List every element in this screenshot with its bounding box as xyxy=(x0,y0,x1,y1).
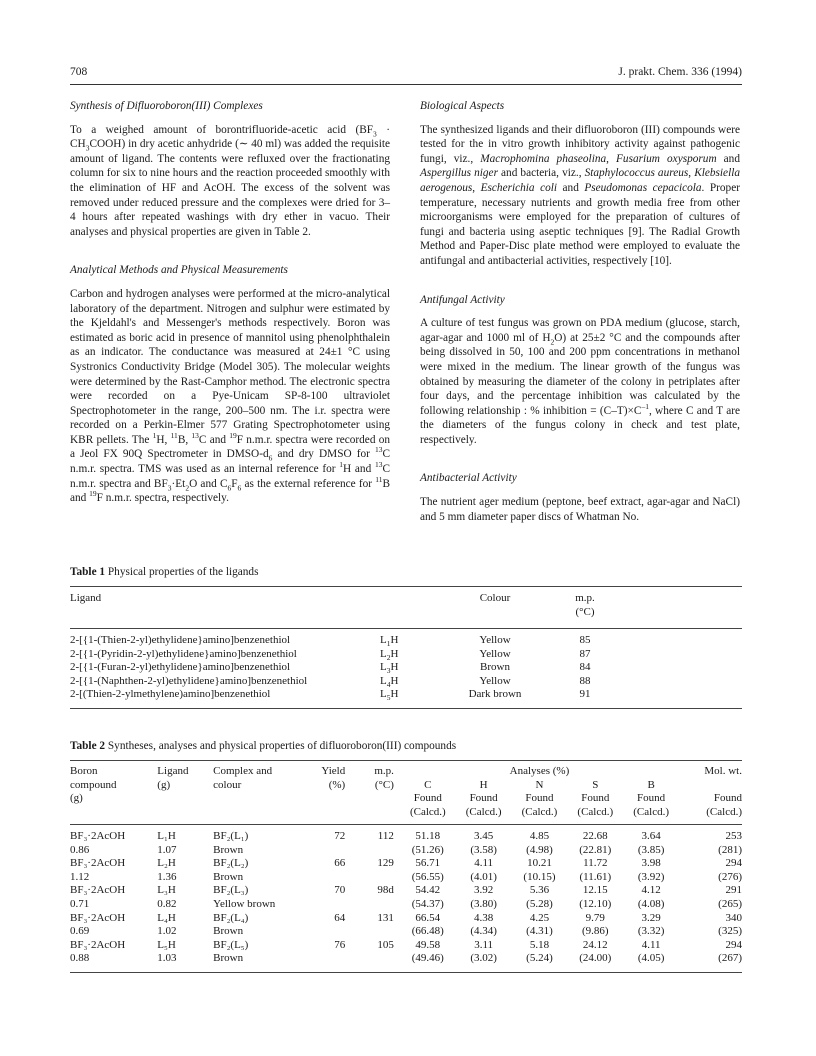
section-title-antibacterial: Antibacterial Activity xyxy=(420,472,517,485)
paragraph-synthesis: To a weighed amount of borontrifluoride-acetic acid ($BF_3$ · $CH_3COOH$) in dry acetic anhydride (∼ 40 ml) was added the requisite amount of ligand. The contents were refluxed over the fractionating column for six to nine hours and the reaction proceeded smoothly with the elimination of HF and AcOH. The excess of the solvent was removed under reduced pressure and the complexes were dried for 3–4 hours after repeated washings with dry ether in vacuo. Their analyses and physical properties are given in Table 2. xyxy=(70,123,390,238)
running-header xyxy=(70,66,742,84)
ligand-code: $L_2H$ xyxy=(380,647,399,662)
mp-value: 131 xyxy=(377,911,394,924)
ligand-mass: 1.03 xyxy=(157,952,177,965)
mol-wt-calcd: (281) xyxy=(718,843,742,856)
complex-colour: Yellow brown xyxy=(213,897,276,910)
boron-mass: 0.86 xyxy=(70,843,90,856)
ligand-code: L₃H xyxy=(157,884,176,897)
table1-body xyxy=(70,634,742,702)
calcd-value: (3.92) xyxy=(637,870,665,883)
table1-header-rule xyxy=(70,628,742,629)
yield-value: 72 xyxy=(334,830,346,842)
table1-top-rule xyxy=(70,586,742,587)
table-row xyxy=(70,912,742,926)
calcd-value: (4.05) xyxy=(637,952,665,965)
ligand-code: $L_5H$ xyxy=(380,688,399,703)
calcd-value: (5.24) xyxy=(526,952,553,965)
ligand-mp: 88 xyxy=(579,674,591,687)
calcd-value: (3.80) xyxy=(470,897,497,910)
calcd-value: (4.31) xyxy=(526,925,553,938)
found-value: 3.98 xyxy=(641,857,661,870)
table1: Ligand Colour m.p. (°C) xyxy=(70,592,742,619)
boron-compound: BF₃·2AcOH xyxy=(70,938,126,951)
left-column xyxy=(70,93,390,518)
ligand-name: 2-[{1-(Furan-2-yl)ethylidene}amino]benzenethiol xyxy=(70,661,291,674)
table-row xyxy=(70,884,742,898)
ligand-mp: 91 xyxy=(579,688,591,701)
table-row xyxy=(70,844,742,858)
section-title-synthesis: Synthesis of Difluoroboron(III) Complexes xyxy=(70,100,263,112)
yield-value: 76 xyxy=(334,938,346,951)
paragraph-analytical: Carbon and hydrogen analyses were performed at the micro-analytical laboratory of the department. Nitrogen and sulphur were estimated by the Kjeldahl's and Messenger's methods respectively. Boron was estimated as boric acid in presence of mannitol using phenolphthalein as an indicator. The conductance was measured at 24±1 °C using Systronics Conductivity Bridge (Model 305). The molecular weights were determined by the Rast-Camphor method. The electronic spectra were recorded on a Pye-Unicam SP-8-100 ultraviolet Spectrophotometer in the range, 200–500 nm. The i.r. spectra were recorded on a Perkin-Elmer 577 Grating Spectrophotometer using KBR pellets. The $^1$H, $^{11}$B, $^{13}$C and $^{19}$F n.m.r. spectra were recorded on a Jeol FX 90Q Spectrometer in DMSO-$d_6$ and dry DMSO for $^{13}$C n.m.r. spectra. TMS was used as an internal reference for $^1$H and $^{13}$C n.m.r. spectra and $BF_3\cdot Et_2O$ and $C_6F_6$ as the external reference for $^{11}$B and $^{19}$F n.m.r. spectra, respectively. xyxy=(70,287,391,505)
table2-header: Boron Ligand Complex and Yield m.p. Analyses (%) Mol. wt. compound (g) colour (%) (°C) C H N S B (g) Found Found Found Found Found Found (Calcd.) (Calcd.) (Calcd.) (Calcd.) (Calcd.) (Calcd.) xyxy=(70,765,742,818)
calcd-value: (24.00) xyxy=(579,952,612,965)
table-row xyxy=(70,648,742,662)
yield-value: 64 xyxy=(334,911,346,924)
mol-wt-found: 340 xyxy=(725,911,742,924)
found-value: 3.11 xyxy=(474,938,494,951)
section-title-analytical: Analytical Methods and Physical Measurements xyxy=(70,264,288,277)
found-value: 10.21 xyxy=(527,857,552,870)
ligand-name: 2-[{1-(Pyridin-2-yl)ethylidene}amino]benzenethiol xyxy=(70,647,297,660)
ligand-code: $L_1H$ xyxy=(380,634,399,649)
ligand-code: $L_4H$ xyxy=(380,674,399,689)
ligand-colour: Yellow xyxy=(479,647,511,660)
found-value: 56.71 xyxy=(415,857,441,870)
calcd-value: (4.08) xyxy=(637,897,665,910)
yield-value: 70 xyxy=(334,884,346,897)
calcd-value: (9.86) xyxy=(582,925,609,938)
ligand-name: 2-[(Thien-2-ylmethylene)amino]benzenethiol xyxy=(70,688,271,701)
found-value: 4.11 xyxy=(641,938,661,951)
boron-mass: 1.12 xyxy=(70,870,90,883)
table-row xyxy=(70,925,742,939)
calcd-value: (3.85) xyxy=(637,843,665,856)
ligand-colour: Yellow xyxy=(479,674,511,687)
ligand-colour: Brown xyxy=(480,661,510,674)
ligand-code: L₂H xyxy=(157,857,176,870)
complex-colour: Brown xyxy=(213,952,244,965)
found-value: 3.45 xyxy=(474,830,494,842)
ligand-mass: 0.82 xyxy=(157,897,177,910)
mol-wt-calcd: (325) xyxy=(718,925,742,938)
table-row xyxy=(70,952,742,966)
mol-wt-found: 294 xyxy=(725,857,742,870)
mp-value: 105 xyxy=(377,938,394,951)
found-value: 3.64 xyxy=(641,830,661,842)
table1-caption: Table 1 Physical properties of the ligands xyxy=(70,566,259,578)
found-value: 4.11 xyxy=(474,857,494,870)
calcd-value: (4.01) xyxy=(470,870,497,883)
ligand-name: 2-[{1-(Thien-2-yl)ethylidene}amino]benzenethiol xyxy=(70,634,291,646)
calcd-value: (54.37) xyxy=(411,897,444,910)
ligand-mass: 1.36 xyxy=(157,870,177,883)
table2-body xyxy=(70,830,742,966)
table1-header: Ligand Colour m.p. xyxy=(70,592,595,604)
found-value: 4.85 xyxy=(529,830,550,842)
found-value: 3.92 xyxy=(474,884,494,897)
page-number: 708 xyxy=(70,66,88,78)
calcd-value: (3.02) xyxy=(470,952,497,965)
mol-wt-calcd: (267) xyxy=(718,952,742,965)
ligand-code: L₁H xyxy=(157,830,176,842)
complex-colour: Brown xyxy=(213,843,244,856)
table2-caption: Table 2 Syntheses, analyses and physical properties of difluoroboron(III) compounds xyxy=(70,740,457,752)
boron-mass: 0.88 xyxy=(70,952,90,965)
table-row xyxy=(70,871,742,885)
ligand-colour: Dark brown xyxy=(468,688,522,701)
boron-compound: BF₃·2AcOH xyxy=(70,911,126,924)
header-rule xyxy=(70,84,742,85)
table-row xyxy=(70,634,742,648)
complex-colour: Brown xyxy=(213,925,244,938)
mol-wt-found: 253 xyxy=(725,830,742,842)
yield-value: 66 xyxy=(334,857,346,870)
complex-formula: BF₂(L₄) xyxy=(213,911,249,924)
table-row xyxy=(70,661,742,675)
boron-compound: BF₃·2AcOH xyxy=(70,830,126,842)
calcd-value: (56.55) xyxy=(411,870,444,883)
found-value: 51.18 xyxy=(415,830,441,842)
table2-header-rule xyxy=(70,824,742,825)
calcd-value: (49.46) xyxy=(411,952,444,965)
calcd-value: (12.10) xyxy=(579,897,612,910)
found-value: 66.54 xyxy=(415,911,441,924)
ligand-name: 2-[{1-(Naphthen-2-yl)ethylidene}amino]benzenethiol xyxy=(70,674,308,687)
paragraph-biological: The synthesized ligands and their difluoroboron (III) compounds were tested for the in vitro growth inhibitory activity against pathogenic fungi, viz., Macrophomina phaseolina, Fusarium oxysporum and Aspergillus niger and bacteria, viz., Staphylococcus aureus, Klebsiella aerogenous, Escherichia coli and Pseudomonas cepacicola. Proper temperature, necessary nutrients and growth media free from other microorganisms were employed for the preparation of cultures of fungi and bacteria using aseptic techniques [9]. The Radial Growth Method and Paper-Disc plate method were employed to evaluate the antifungal and antibacterial activities, respectively [10]. xyxy=(420,123,740,267)
found-value: 22.68 xyxy=(582,830,608,842)
calcd-value: (3.58) xyxy=(470,843,497,856)
ligand-code: $L_3H$ xyxy=(380,661,399,676)
mol-wt-calcd: (265) xyxy=(718,897,742,910)
mp-value: 129 xyxy=(377,857,394,870)
boron-mass: 0.71 xyxy=(70,897,90,910)
table2-top-rule xyxy=(70,760,742,761)
ligand-mp: 84 xyxy=(579,661,591,674)
complex-formula: BF₂(L₃) xyxy=(213,884,249,897)
calcd-value: (10.15) xyxy=(523,870,556,883)
calcd-value: (22.81) xyxy=(579,843,612,856)
boron-compound: BF₃·2AcOH xyxy=(70,884,126,897)
found-value: 24.12 xyxy=(582,938,608,951)
found-value: 49.58 xyxy=(415,938,441,951)
mol-wt-found: 294 xyxy=(725,938,742,951)
ligand-mass: 1.02 xyxy=(157,925,177,938)
section-title-antifungal: Antifungal Activity xyxy=(420,293,505,306)
found-value: 5.36 xyxy=(529,884,550,897)
calcd-value: (66.48) xyxy=(411,925,444,938)
journal-citation: J. prakt. Chem. 336 (1994) xyxy=(618,66,742,78)
found-value: 54.42 xyxy=(415,884,441,897)
found-value: 4.25 xyxy=(529,911,550,924)
table-row xyxy=(70,898,742,912)
ligand-code: L₅H xyxy=(157,938,176,951)
paragraph-antifungal: A culture of test fungus was grown on PDA medium (glucose, starch, agar-agar and 1000 ml of $H_2O$) at 25±2 °C and the compounds after being dissolved in 50, 100 and 200 ppm concentrations in methanol were mixed in the medium. The linear growth of the fungus was obtained by measuring the diameter of the colony in petriplates after four days, and the percentage inhibition was calculated by the following relationship : % inhibition = $(C-T)\times C^{-1}$, where C and T are the diameters of the fungus colony in check and test plate, respectively. xyxy=(420,317,740,446)
boron-compound: BF₃·2AcOH xyxy=(70,857,126,870)
section-title-biological: Biological Aspects xyxy=(420,100,505,112)
complex-colour: Brown xyxy=(213,870,244,883)
paragraph-antibacterial: The nutrient ager medium (peptone, beef extract, agar-agar and NaCl) and 5 mm diameter paper discs of Whatman No. xyxy=(420,496,740,523)
ligand-colour: Yellow xyxy=(479,634,511,646)
calcd-value: (11.61) xyxy=(579,870,612,883)
mol-wt-found: 291 xyxy=(725,884,742,897)
table-row xyxy=(70,830,742,844)
found-value: 12.15 xyxy=(582,884,608,897)
complex-formula: BF₂(L₁) xyxy=(213,830,249,842)
complex-formula: BF₂(L₅) xyxy=(213,938,249,951)
mol-wt-calcd: (276) xyxy=(718,870,742,883)
table1-bottom-rule xyxy=(70,708,742,709)
found-value: 5.18 xyxy=(529,938,550,951)
ligand-mass: 1.07 xyxy=(157,843,177,856)
ligand-code: L₄H xyxy=(157,911,176,924)
calcd-value: (5.28) xyxy=(526,897,553,910)
found-value: 3.29 xyxy=(641,911,661,924)
found-value: 9.79 xyxy=(585,911,605,924)
ligand-mp: 87 xyxy=(579,647,591,660)
table-row xyxy=(70,688,742,702)
boron-mass: 0.69 xyxy=(70,925,90,938)
calcd-value: (4.34) xyxy=(470,925,497,938)
found-value: 4.12 xyxy=(641,884,661,897)
calcd-value: (3.32) xyxy=(637,925,665,938)
table2-bottom-rule xyxy=(70,972,742,973)
table-row xyxy=(70,675,742,689)
right-column xyxy=(420,93,740,536)
complex-formula: BF₂(L₂) xyxy=(213,857,249,870)
calcd-value: (51.26) xyxy=(411,843,444,856)
mp-value: 98d xyxy=(377,884,394,897)
ligand-mp: 85 xyxy=(579,634,591,646)
table-row xyxy=(70,939,742,953)
found-value: 11.72 xyxy=(583,857,608,870)
found-value: 4.38 xyxy=(474,911,494,924)
mp-value: 112 xyxy=(377,830,394,842)
table-row xyxy=(70,857,742,871)
calcd-value: (4.98) xyxy=(526,843,553,856)
